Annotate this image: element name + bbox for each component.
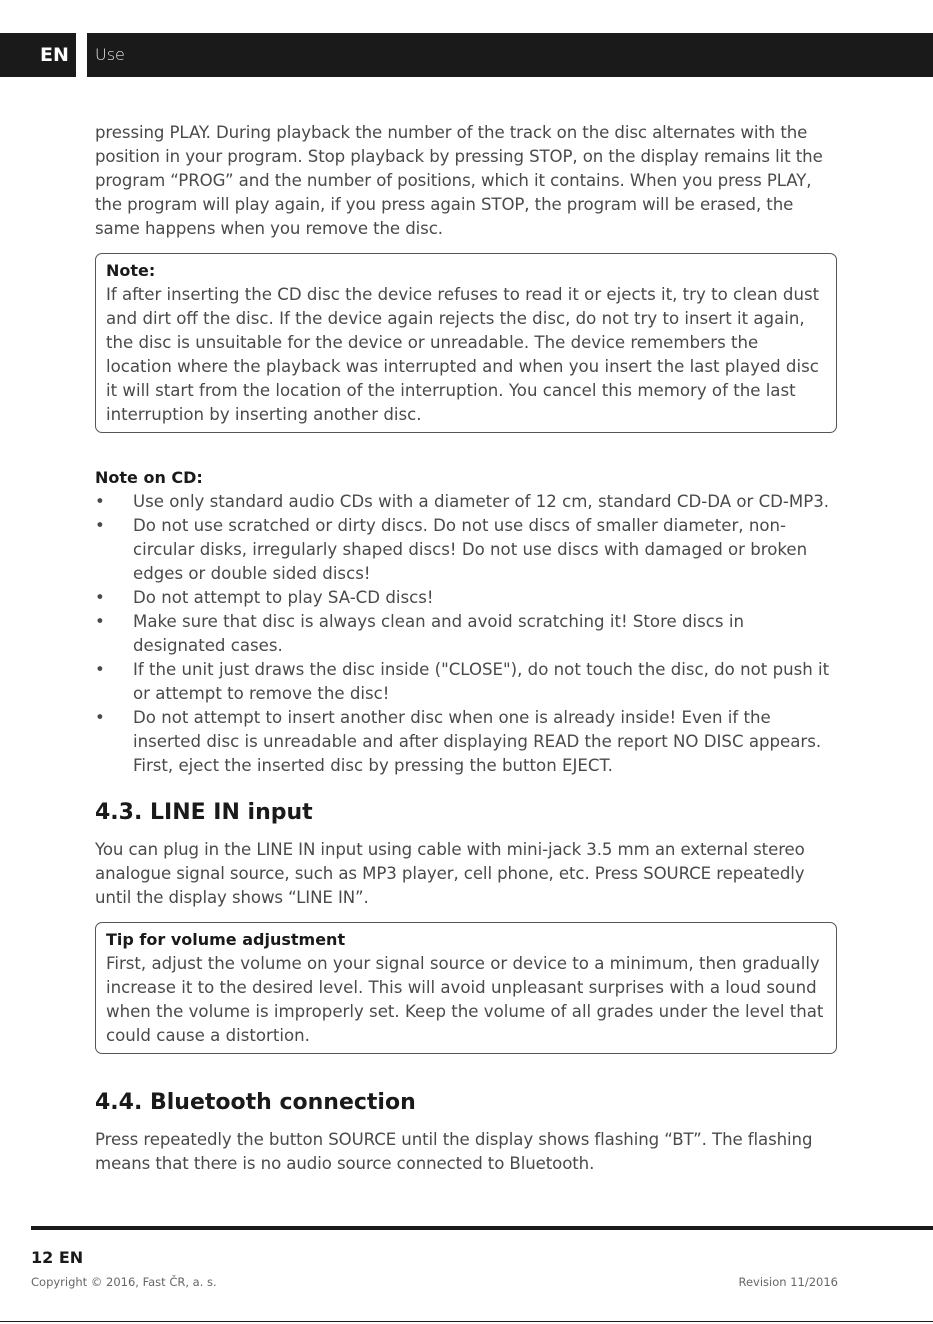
list-item: • Make sure that disc is always clean and avoid scratching it! Store discs in designated cases. [95,612,744,655]
bullet-icon: • [95,516,105,535]
page-number: 12 EN [31,1248,84,1267]
bullet-icon: • [95,492,105,511]
note-text: If after inserting the CD disc the device refuses to read it or ejects it, try to clean dust and dirt off the disc. If the device again rejects the disc, do not try to insert it again, the disc is unsuitable for the device or unreadable. The device remembers the location where the playback was interrupted and when you insert the last played disc it will start from the location of the interruption. You cancel this memory of the last interruption by inserting another disc. [106,285,820,424]
bluetooth-paragraph: Press repeatedly the button SOURCE until the display shows flashing “BT”. The flashing means that there is no audio source connected to Bluetooth. [95,1130,813,1173]
page-content [95,121,835,1176]
cd-notes-list [95,490,835,778]
note-box [95,253,837,433]
header-divider [76,33,87,77]
list-item: • Do not attempt to play SA-CD discs! [95,586,835,610]
footer-divider [31,1226,933,1230]
intro-paragraph: pressing PLAY. During playback the number of the track on the disc alternates with the position in your program. Stop playback by pressing STOP, on the display remains lit the program “PROG” and the number of positions, which it contains. When you press PLAY, the program will play again, if you press again STOP, the program will be erased, the same happens when you remove the disc. [95,123,823,238]
list-item: • Do not attempt to insert another disc when one is already inside! Even if the inserted disc is unreadable and after displaying READ the report NO DISC appears. First, eject the inserted disc by pressing the button EJECT. [95,708,822,775]
bluetooth-heading: 4.4. Bluetooth connection [95,1090,416,1115]
list-item: • Do not use scratched or dirty discs. Do not use discs of smaller diameter, non-circular disks, irregularly shaped discs! Do not use discs with damaged or broken edges or double sided discs! [95,516,808,583]
bullet-icon: • [95,612,105,631]
section-title: Use [95,45,125,64]
language-label: EN [40,44,69,66]
line-in-heading: 4.3. LINE IN input [95,800,313,825]
bullet-icon: • [95,660,105,679]
tip-text: First, adjust the volume on your signal source or device to a minimum, then gradually increase it to the desired level. This will avoid unpleasant surprises with a loud sound when the volume is improperly set. Keep the volume of all grades under the level that could cause a distortion. [106,954,824,1045]
revision-text: Revision 11/2016 [738,1275,838,1289]
bottom-divider [0,1321,933,1322]
copyright-text: Copyright © 2016, Fast ČR, a. s. [31,1275,217,1289]
bullet-icon: • [95,588,105,607]
list-item: • If the unit just draws the disc inside ("CLOSE"), do not touch the disc, do not push it or attempt to remove the disc! [95,660,830,703]
bullet-icon: • [95,708,105,727]
note-title: Note: [106,261,156,280]
list-item: • Use only standard audio CDs with a diameter of 12 cm, standard CD-DA or CD-MP3. [95,490,835,514]
tip-box [95,922,837,1054]
note-on-cd-title: Note on CD: [95,468,203,487]
tip-title: Tip for volume adjustment [106,930,346,949]
header-bar [0,33,933,77]
line-in-paragraph: You can plug in the LINE IN input using cable with mini-jack 3.5 mm an external stereo analogue signal source, such as MP3 player, cell phone, etc. Press SOURCE repeatedly until the display shows “LINE IN”. [95,840,805,907]
